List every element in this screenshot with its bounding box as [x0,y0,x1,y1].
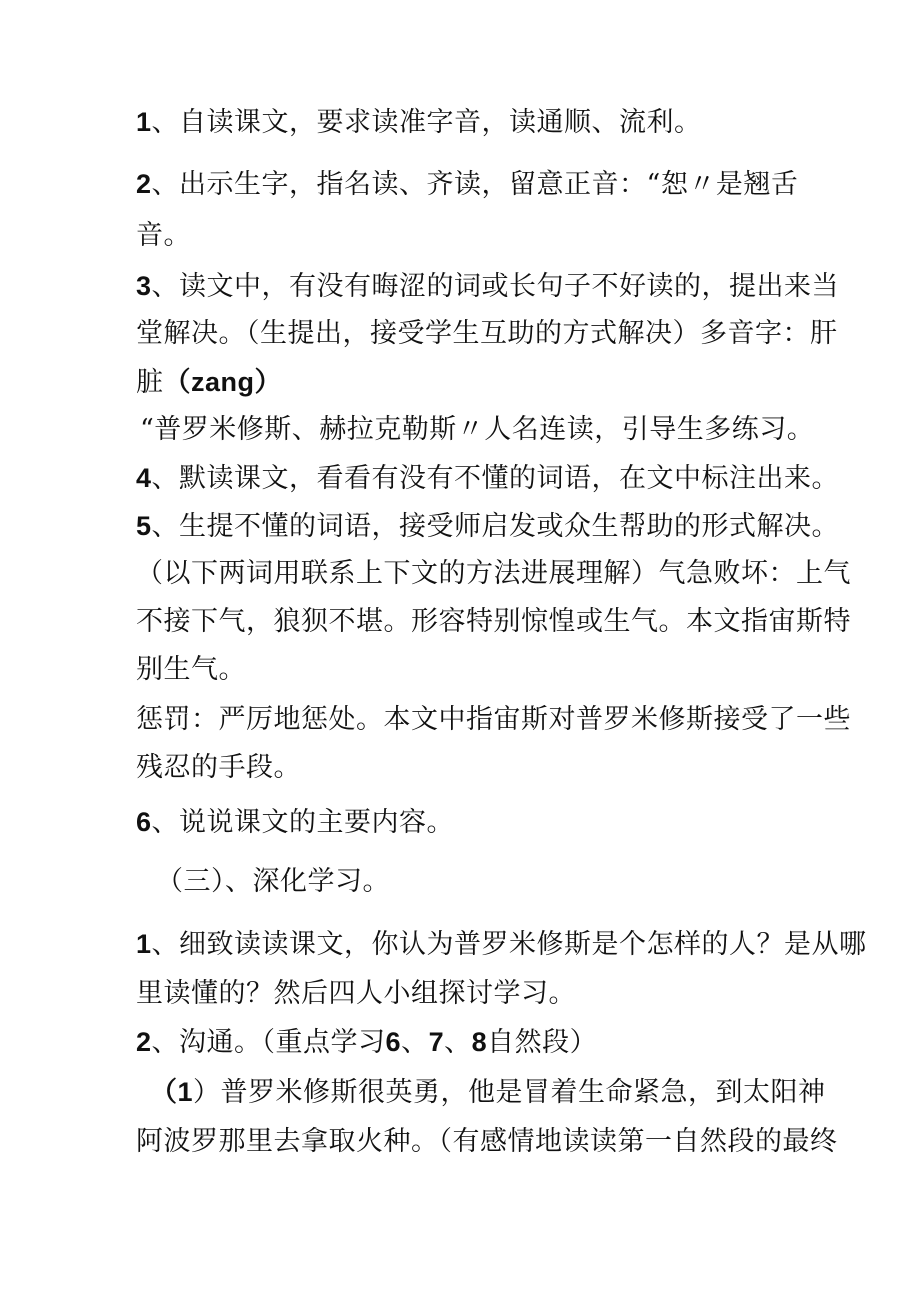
step-4-silent-reading [136,462,839,495]
line-text: “普罗米修斯、赫拉克勒斯〃人名连读，引导生多练习。 [140,414,815,445]
line-text: 、说说课文的主要内容。 [151,807,455,838]
paragraph-number: 7 [428,1027,445,1057]
line-text: 、沟通。（重点学习 [151,1027,386,1058]
point-1-continued [136,1126,838,1158]
section-heading-deepen [156,866,390,898]
line-text: 、生提不懂的词语，接受师启发或众生帮助的形式解决。 [151,511,840,542]
step-5-unknown-words [136,510,839,543]
step-1-read-aloud [136,106,702,139]
pinyin-line [136,366,282,399]
item-number: 5 [136,511,152,541]
line-text: 堂解决。（生提出，接受学生互助的方式解决）多音字：肝 [136,318,838,349]
step-2-continued [136,220,191,252]
step-6-main-content [136,806,454,839]
pinyin-zang: zang [191,367,255,397]
line-text: 残忍的手段。 [136,752,301,783]
paragraph-number: 6 [385,1027,402,1057]
line-text: （以下两词用联系上下文的方法进展理解）气急败坏：上气 [136,558,851,589]
step-3-difficult-words [136,270,839,303]
item-number: 1 [136,107,152,137]
deepen-step-1 [136,928,867,961]
line-text: 自然段） [487,1027,598,1058]
paragraph-number: 8 [471,1027,488,1057]
item-number: 6 [136,807,152,837]
line-text: （三）、深化学习。 [156,866,390,897]
line-text: 脏 [136,367,164,398]
line-text: ）普罗米修斯很英勇，他是冒着生命紧急，到太阳神 [193,1077,826,1108]
item-number: 2 [136,1027,152,1057]
separator: 、 [444,1027,472,1058]
step-3-continued [136,318,838,350]
step-5-continued-3 [136,654,246,686]
separator: 、 [401,1027,429,1058]
step-2-show-characters [136,168,798,201]
deepen-step-2 [136,1026,597,1059]
line-text: 别生气。 [136,654,246,685]
step-5-continued-1 [136,558,851,590]
paren-close: ） [254,367,283,397]
line-text: 、出示生字，指名读、齐读，留意正音：“恕〃是翘舌 [151,169,799,200]
line-text: 、细致读读课文，你认为普罗米修斯是个怎样的人？是从哪 [151,929,867,960]
item-number: 4 [136,463,152,493]
point-1-brave [150,1076,826,1109]
line-text: 、读文中，有没有晦涩的词或长句子不好读的，提出来当 [151,271,840,302]
line-text: 不接下气，狼狈不堪。形容特别惊惶或生气。本文指宙斯特 [136,606,851,637]
line-text: 里读懂的？然后四人小组探讨学习。 [136,978,576,1009]
point-number: 1 [177,1077,194,1107]
step-5-continued-2 [136,606,851,638]
line-text: 阿波罗那里去拿取火种。（有感情地读读第一自然段的最终 [136,1126,838,1157]
item-number: 2 [136,169,152,199]
item-number: 3 [136,271,152,301]
line-text: 、自读课文，要求读准字音，读通顺、流利。 [151,107,702,138]
paren-open: （ [163,367,191,397]
paren-open: （ [150,1077,178,1107]
line-text: 音。 [136,220,191,251]
deepen-step-1-continued [136,978,576,1010]
item-number: 1 [136,929,152,959]
line-text: 、默读课文，看看有没有不懂的词语，在文中标注出来。 [151,463,840,494]
names-practice [140,414,814,446]
line-text: 惩罚：严厉地惩处。本文中指宙斯对普罗米修斯接受了一些 [136,704,851,735]
definition-punishment-continued [136,752,301,784]
definition-punishment [136,704,851,736]
